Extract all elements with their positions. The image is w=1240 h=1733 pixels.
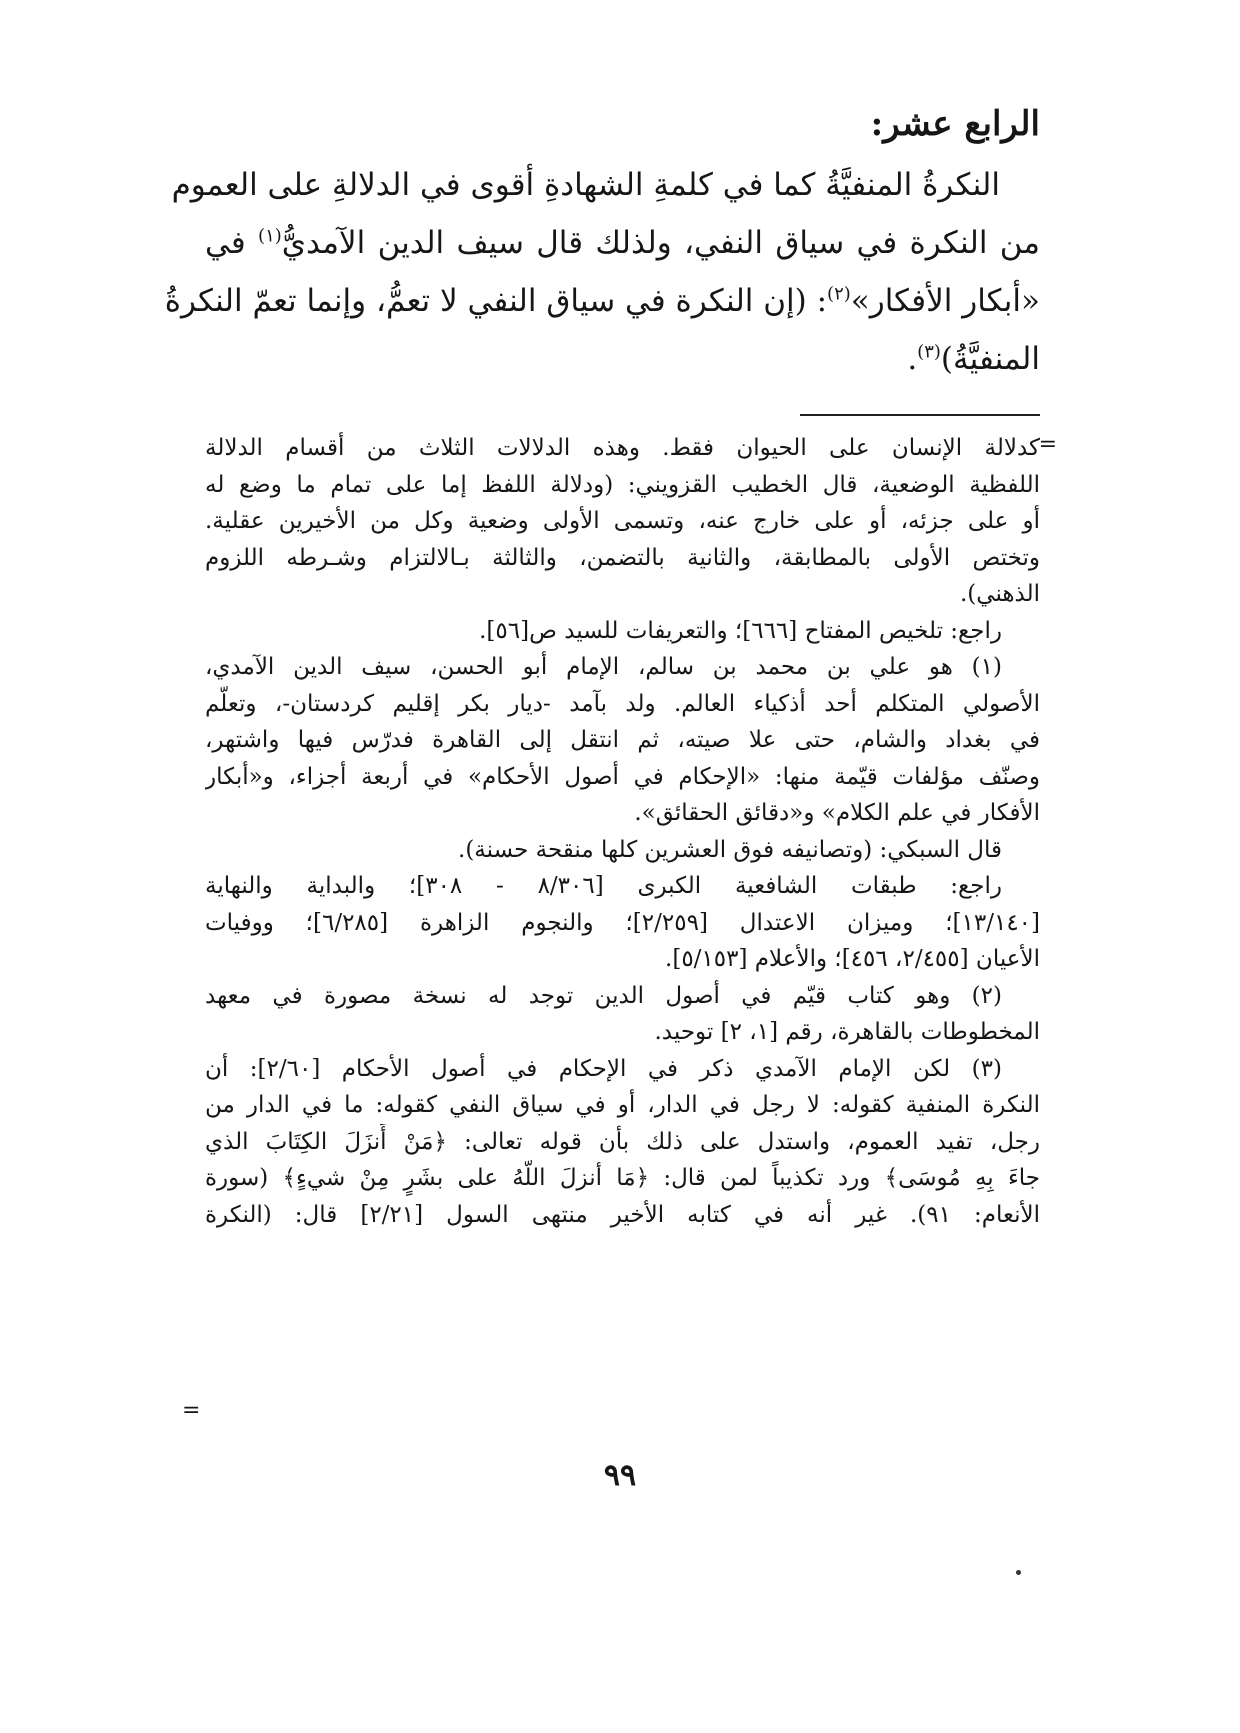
- footnote-line: النكرة المنفية كقوله: لا رجل في الدار، أو في سياق النفي كقوله: ما في الدار من: [205, 1092, 1040, 1118]
- footnote-line: الأعيان [٢/٤٥٥، ٤٥٦]؛ والأعلام [٥/١٥٣].: [665, 946, 1040, 972]
- footnote-line: راجع: تلخيص المفتاح [٦٦٦]؛ والتعريفات للسيد ص[٥٦].: [479, 617, 1002, 644]
- footnotes: [205, 430, 1040, 1233]
- footnote-separator: [800, 414, 1040, 416]
- main-line: النكرةُ المنفيَّةُ كما في كلمةِ الشهادةِ أقوى في الدلالةِ على العموم: [171, 167, 1000, 203]
- continuation-mark: =: [182, 1398, 201, 1423]
- footnote-line: راجع: طبقات الشافعية الكبرى [٨/٣٠٦ - ٣٠٨]؛ والبداية والنهاية: [205, 873, 1002, 899]
- footnote-line: جاءَ بِهِ مُوسَى﴾ ورد تكذيباً لمن قال: ﴿مَا أنزلَ اللَّهُ على بشَرٍ مِنْ شيءٍ﴾ (سورة: [205, 1165, 1040, 1191]
- scan-speck: [1016, 1570, 1021, 1575]
- footnote-ref[interactable]: (٣): [917, 341, 941, 363]
- footnote-line: قال السبكي: (وتصانيفه فوق العشرين كلها منقحة حسنة).: [458, 836, 1002, 863]
- main-line: المنفيَّةُ)$^{(٣)}$.: [907, 341, 1040, 377]
- footnote-line: كدلالة الإنسان على الحيوان فقط. وهذه الدلالات الثلاث من أقسام الدلالة: [205, 435, 1040, 461]
- footnote-line: أو على جزئه، أو على خارج عنه، وتسمى الأولى وضعية وكل من الأخيرين عقلية.: [205, 508, 1040, 534]
- footnote-line: الأنعام: ٩١). غير أنه في كتابه الأخير منتهى السول [٢/٢١] قال: (النكرة: [205, 1201, 1040, 1228]
- main-line: «أبكار الأفكار»$^{(٢)}$: (إن النكرة في سياق النفي لا تعمُّ، وإنما تعمّ النكرةُ: [164, 283, 1040, 319]
- section-heading: الرابع عشر:: [870, 104, 1040, 144]
- footnote-line: وتختص الأولى بالمطابقة، والثانية بالتضمن، والثالثة بـالالتزام وشـرطه اللزوم: [205, 544, 1040, 571]
- footnote-1: (١) هو علي بن محمد بن سالم، الإمام أبو الحسن، سيف الدين الآمدي،: [205, 654, 1002, 680]
- footnote-line: اللفظية الوضعية، قال الخطيب القزويني: (ودلالة اللفظ إما على تمام ما وضع له: [205, 471, 1040, 498]
- footnote-ref[interactable]: (١): [258, 225, 282, 247]
- footnote-line: الذهني).: [960, 581, 1040, 607]
- main-text: [164, 100, 1040, 388]
- footnote-line: الأصولي المتكلم أحد أذكياء العالم. ولد بآمد -ديار بكر إقليم كردستان-، وتعلّم: [205, 690, 1040, 717]
- main-line: من النكرة في سياق النفي، ولذلك قال سيف الدين الآمديُّ$^{(١)}$ في: [205, 225, 1040, 261]
- continuation-mark: =: [1038, 432, 1057, 457]
- footnote-line: المخطوطات بالقاهرة، رقم [١، ٢] توحيد.: [654, 1019, 1040, 1045]
- footnote-line: في بغداد والشام، حتى علا صيته، ثم انتقل إلى القاهرة فدرّس فيها واشتهر،: [205, 727, 1040, 753]
- page-number: ٩٩: [603, 1458, 637, 1493]
- main-paragraph: [164, 156, 1040, 388]
- footnote-line: الأفكار في علم الكلام» و«دقائق الحقائق».: [634, 800, 1040, 826]
- footnote-3: (٣) لكن الإمام الآمدي ذكر في الإحكام في أصول الأحكام [٢/٦٠]: أن: [205, 1055, 1002, 1082]
- footnote-line: وصنّف مؤلفات قيّمة منها: «الإحكام في أصول الأحكام» في أربعة أجزاء، و«أبكار: [205, 763, 1040, 790]
- footnote-2: (٢) وهو كتاب قيّم في أصول الدين توجد له نسخة مصورة في معهد: [205, 982, 1002, 1009]
- footnote-ref[interactable]: (٢): [827, 283, 851, 305]
- footnote-line: [١٣/١٤٠]؛ وميزان الاعتدال [٢/٢٥٩]؛ والنجوم الزاهرة [٦/٢٨٥]؛ ووفيات: [205, 909, 1040, 936]
- footnote-line: رجل، تفيد العموم، واستدل على ذلك بأن قوله تعالى: ﴿مَنْ أَنزَلَ الكِتَابَ الذي: [205, 1128, 1040, 1155]
